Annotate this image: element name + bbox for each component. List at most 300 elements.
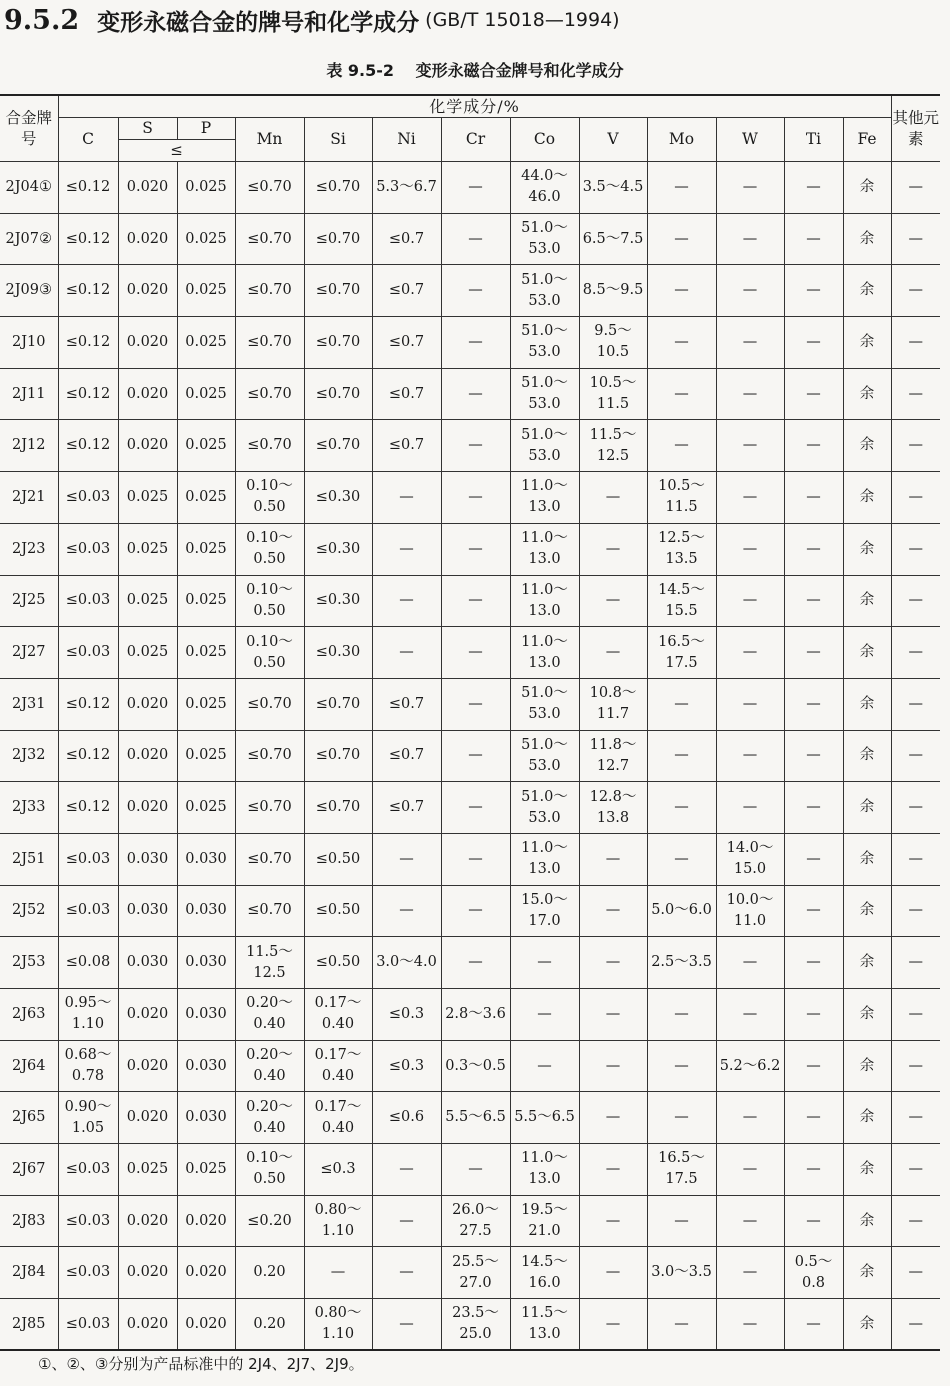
table-caption-number: 表 9.5-2 [326,61,395,80]
grade-cell: 2J51 [0,833,58,885]
value-cell: 16.5～17.5 [647,627,716,679]
value-cell: — [784,1040,843,1092]
value-cell: ≤0.03 [58,627,118,679]
value-cell: ≤0.12 [58,265,118,317]
header-element-c: C [58,118,118,162]
grade-cell: 2J67 [0,1144,58,1196]
value-cell: — [891,213,940,265]
value-cell: 0.020 [118,1040,177,1092]
value-cell: — [372,472,441,524]
grade-cell: 2J27 [0,627,58,679]
value-cell: ≤0.70 [304,213,372,265]
value-cell: 11.0～13.0 [510,523,579,575]
value-cell: ≤0.30 [304,627,372,679]
header-element-ti: Ti [784,118,843,162]
value-cell: — [716,782,784,834]
value-cell: 0.020 [118,730,177,782]
value-cell: 余 [843,1144,891,1196]
value-cell: 余 [843,523,891,575]
table-row [0,885,940,937]
value-cell: — [716,1144,784,1196]
value-cell: 11.0～13.0 [510,627,579,679]
table-row [0,937,940,989]
value-cell: ≤0.03 [58,1195,118,1247]
value-cell: 余 [843,1040,891,1092]
value-cell: — [784,885,843,937]
table-header [0,95,940,162]
value-cell: — [784,678,843,730]
value-cell: ≤0.7 [372,782,441,834]
value-cell: ≤0.70 [235,730,304,782]
value-cell: — [372,885,441,937]
value-cell: 0.020 [118,1092,177,1144]
value-cell: 0.025 [177,368,235,420]
value-cell: — [784,213,843,265]
value-cell: 11.0～13.0 [510,472,579,524]
value-cell: 0.025 [177,265,235,317]
section-number: 9.5.2 [4,4,80,36]
value-cell: — [647,162,716,214]
value-cell: 0.030 [118,885,177,937]
value-cell: — [784,575,843,627]
value-cell: ≤0.12 [58,730,118,782]
value-cell: ≤0.70 [235,420,304,472]
table-row [0,1040,940,1092]
value-cell: 0.025 [118,472,177,524]
grade-cell: 2J52 [0,885,58,937]
value-cell: 0.020 [118,368,177,420]
table-row [0,162,940,214]
value-cell: 0.10～0.50 [235,523,304,575]
value-cell: 0.020 [118,1299,177,1351]
value-cell: 余 [843,1299,891,1351]
value-cell: — [647,1092,716,1144]
value-cell: ≤0.70 [304,368,372,420]
value-cell: ≤0.7 [372,317,441,369]
value-cell: — [647,368,716,420]
value-cell: — [716,1092,784,1144]
value-cell: — [579,1092,647,1144]
value-cell: 0.020 [118,213,177,265]
value-cell: 2.8～3.6 [441,989,510,1041]
value-cell: — [441,213,510,265]
value-cell: ≤0.3 [372,1040,441,1092]
value-cell: — [579,575,647,627]
value-cell: ≤0.7 [372,678,441,730]
value-cell: — [891,1040,940,1092]
grade-cell: 2J10 [0,317,58,369]
value-cell: — [891,678,940,730]
value-cell: ≤0.70 [235,162,304,214]
header-element-p: P [177,118,235,140]
grade-cell: 2J21 [0,472,58,524]
header-other-elements: 其他元素 [891,95,940,162]
value-cell: — [716,937,784,989]
section-title: 变形永磁合金的牌号和化学成分 [97,9,420,36]
value-cell: 51.0～53.0 [510,317,579,369]
value-cell: ≤0.20 [235,1195,304,1247]
header-element-w: W [716,118,784,162]
value-cell: 0.025 [177,472,235,524]
value-cell: ≤0.03 [58,575,118,627]
value-cell: 10.5～11.5 [579,368,647,420]
value-cell: ≤0.12 [58,317,118,369]
table-caption [0,58,950,81]
value-cell: — [372,627,441,679]
value-cell: 0.10～0.50 [235,472,304,524]
value-cell: — [647,989,716,1041]
value-cell: — [891,1144,940,1196]
value-cell: — [784,368,843,420]
grade-cell: 2J11 [0,368,58,420]
value-cell: — [716,1299,784,1351]
value-cell: — [891,472,940,524]
value-cell: — [441,420,510,472]
value-cell: 0.90～1.05 [58,1092,118,1144]
value-cell: 余 [843,368,891,420]
header-element-si: Si [304,118,372,162]
value-cell: — [647,1040,716,1092]
value-cell: — [579,1195,647,1247]
value-cell: — [784,730,843,782]
value-cell: 0.20 [235,1247,304,1299]
value-cell: ≤0.12 [58,368,118,420]
table-row [0,213,940,265]
value-cell: — [891,937,940,989]
value-cell: 0.5～0.8 [784,1247,843,1299]
value-cell: 余 [843,575,891,627]
value-cell: 0.17～0.40 [304,1092,372,1144]
value-cell: ≤0.70 [235,782,304,834]
value-cell: — [784,1144,843,1196]
value-cell: 11.5～12.5 [235,937,304,989]
value-cell: — [372,523,441,575]
value-cell: 0.20～0.40 [235,989,304,1041]
value-cell: — [784,472,843,524]
header-element-mn: Mn [235,118,304,162]
value-cell: — [784,782,843,834]
value-cell: — [784,162,843,214]
value-cell: 0.025 [177,420,235,472]
value-cell: ≤0.12 [58,420,118,472]
value-cell: ≤0.70 [304,162,372,214]
value-cell: 余 [843,989,891,1041]
value-cell: 0.020 [118,162,177,214]
value-cell: 25.5～27.0 [441,1247,510,1299]
table-row [0,730,940,782]
value-cell: — [891,420,940,472]
value-cell: 余 [843,420,891,472]
value-cell: — [647,420,716,472]
value-cell: ≤0.12 [58,162,118,214]
value-cell: — [441,523,510,575]
table-row [0,627,940,679]
value-cell: 5.0～6.0 [647,885,716,937]
grade-cell: 2J32 [0,730,58,782]
value-cell: 余 [843,1195,891,1247]
value-cell: 2.5～3.5 [647,937,716,989]
value-cell: 11.5～13.0 [510,1299,579,1351]
value-cell: ≤0.70 [235,265,304,317]
value-cell: — [441,937,510,989]
value-cell: 0.025 [177,782,235,834]
value-cell: — [441,1144,510,1196]
value-cell: — [441,265,510,317]
value-cell: 余 [843,678,891,730]
value-cell: ≤0.12 [58,678,118,730]
value-cell: 0.030 [177,937,235,989]
value-cell: 0.020 [118,1195,177,1247]
value-cell: 14.5～16.0 [510,1247,579,1299]
value-cell: 0.020 [118,782,177,834]
value-cell: 余 [843,937,891,989]
table-row [0,782,940,834]
value-cell: — [891,1247,940,1299]
value-cell: 0.025 [177,1144,235,1196]
table-row [0,317,940,369]
value-cell: 余 [843,627,891,679]
table-row [0,1195,940,1247]
value-cell: — [891,523,940,575]
value-cell: — [304,1247,372,1299]
grade-cell: 2J63 [0,989,58,1041]
value-cell: 0.80～1.10 [304,1195,372,1247]
value-cell: — [510,937,579,989]
value-cell: 0.68～0.78 [58,1040,118,1092]
header-grade: 合金牌号 [0,95,58,162]
value-cell: — [716,162,784,214]
value-cell: ≤0.70 [235,368,304,420]
value-cell: ≤0.03 [58,523,118,575]
value-cell: — [579,937,647,989]
value-cell: 0.020 [177,1299,235,1351]
value-cell: — [784,265,843,317]
table-row [0,368,940,420]
value-cell: 0.10～0.50 [235,1144,304,1196]
value-cell: 0.025 [118,575,177,627]
value-cell: 余 [843,472,891,524]
table-row [0,833,940,885]
value-cell: ≤0.03 [58,1299,118,1351]
value-cell: 15.0～17.0 [510,885,579,937]
value-cell: 11.8～12.7 [579,730,647,782]
value-cell: 余 [843,265,891,317]
value-cell: ≤0.6 [372,1092,441,1144]
value-cell: 51.0～53.0 [510,782,579,834]
value-cell: 0.020 [177,1247,235,1299]
value-cell: — [579,523,647,575]
value-cell: ≤0.7 [372,420,441,472]
value-cell: ≤0.50 [304,885,372,937]
value-cell: — [891,162,940,214]
value-cell: 3.0～4.0 [372,937,441,989]
grade-cell: 2J07② [0,213,58,265]
value-cell: — [891,265,940,317]
value-cell: ≤0.70 [235,833,304,885]
table-row [0,523,940,575]
grade-cell: 2J85 [0,1299,58,1351]
value-cell: 0.025 [118,523,177,575]
value-cell: 0.025 [177,213,235,265]
value-cell: — [891,627,940,679]
value-cell: 44.0～46.0 [510,162,579,214]
value-cell: — [579,989,647,1041]
value-cell: — [891,1092,940,1144]
grade-cell: 2J53 [0,937,58,989]
table-row [0,265,940,317]
value-cell: ≤0.70 [235,885,304,937]
value-cell: 0.025 [177,678,235,730]
value-cell: — [784,1195,843,1247]
table-row [0,1247,940,1299]
grade-cell: 2J12 [0,420,58,472]
value-cell: 3.0～3.5 [647,1247,716,1299]
value-cell: — [441,162,510,214]
value-cell: ≤0.7 [372,730,441,782]
value-cell: 23.5～25.0 [441,1299,510,1351]
value-cell: 51.0～53.0 [510,420,579,472]
value-cell: — [441,317,510,369]
grade-cell: 2J64 [0,1040,58,1092]
table-row [0,678,940,730]
value-cell: 10.0～11.0 [716,885,784,937]
value-cell: ≤0.30 [304,523,372,575]
value-cell: — [716,368,784,420]
value-cell: — [441,472,510,524]
value-cell: ≤0.70 [235,213,304,265]
value-cell: — [647,213,716,265]
value-cell: ≤0.03 [58,1247,118,1299]
value-cell: 0.020 [118,1247,177,1299]
value-cell: 11.0～13.0 [510,1144,579,1196]
value-cell: 12.8～13.8 [579,782,647,834]
value-cell: ≤0.3 [304,1144,372,1196]
value-cell: 0.80～1.10 [304,1299,372,1351]
value-cell: 0.020 [118,989,177,1041]
value-cell: — [372,833,441,885]
value-cell: — [891,833,940,885]
grade-cell: 2J84 [0,1247,58,1299]
value-cell: — [891,368,940,420]
value-cell: — [579,1299,647,1351]
value-cell: 11.0～13.0 [510,575,579,627]
value-cell: 0.025 [177,523,235,575]
value-cell: ≤0.70 [304,317,372,369]
value-cell: — [891,782,940,834]
value-cell: 余 [843,213,891,265]
value-cell: ≤0.7 [372,368,441,420]
value-cell: — [647,730,716,782]
value-cell: — [372,1195,441,1247]
value-cell: 0.025 [177,575,235,627]
value-cell: 0.20～0.40 [235,1040,304,1092]
value-cell: — [716,989,784,1041]
table-body [0,162,940,1351]
value-cell: ≤0.08 [58,937,118,989]
value-cell: — [579,472,647,524]
value-cell: — [784,989,843,1041]
value-cell: ≤0.50 [304,937,372,989]
header-element-fe: Fe [843,118,891,162]
value-cell: — [647,1195,716,1247]
value-cell: 0.030 [177,1040,235,1092]
value-cell: 0.025 [177,162,235,214]
value-cell: — [891,989,940,1041]
value-cell: 0.95～1.10 [58,989,118,1041]
value-cell: 0.025 [177,317,235,369]
value-cell: — [441,782,510,834]
header-element-co: Co [510,118,579,162]
value-cell: 0.030 [118,937,177,989]
value-cell: — [784,1092,843,1144]
value-cell: ≤0.03 [58,472,118,524]
value-cell: — [891,885,940,937]
value-cell: 5.5～6.5 [510,1092,579,1144]
value-cell: — [716,575,784,627]
value-cell: — [647,678,716,730]
value-cell: — [372,1247,441,1299]
value-cell: — [716,523,784,575]
table-caption-title: 变形永磁合金牌号和化学成分 [415,61,624,80]
value-cell: — [891,575,940,627]
value-cell: 5.5～6.5 [441,1092,510,1144]
value-cell: — [647,265,716,317]
value-cell: 51.0～53.0 [510,213,579,265]
value-cell: 5.2～6.2 [716,1040,784,1092]
value-cell: 余 [843,1092,891,1144]
grade-cell: 2J83 [0,1195,58,1247]
value-cell: 0.020 [177,1195,235,1247]
value-cell: ≤0.03 [58,1144,118,1196]
value-cell: 0.17～0.40 [304,989,372,1041]
value-cell: — [784,420,843,472]
value-cell: ≤0.50 [304,833,372,885]
value-cell: — [441,575,510,627]
value-cell: 0.10～0.50 [235,627,304,679]
value-cell: 0.3～0.5 [441,1040,510,1092]
value-cell: 0.020 [118,678,177,730]
value-cell: 0.025 [177,730,235,782]
value-cell: — [784,627,843,679]
value-cell: — [784,523,843,575]
value-cell: — [372,1299,441,1351]
value-cell: ≤0.03 [58,885,118,937]
value-cell: 0.030 [177,1092,235,1144]
value-cell: — [784,317,843,369]
value-cell: 10.5～11.5 [647,472,716,524]
value-cell: — [891,317,940,369]
value-cell: 0.10～0.50 [235,575,304,627]
table-row [0,472,940,524]
value-cell: — [647,317,716,369]
value-cell: 6.5～7.5 [579,213,647,265]
value-cell: — [647,833,716,885]
value-cell: — [579,1247,647,1299]
value-cell: ≤0.70 [304,265,372,317]
value-cell: ≤0.70 [304,420,372,472]
value-cell: 14.0～15.0 [716,833,784,885]
value-cell: 9.5～10.5 [579,317,647,369]
value-cell: 0.030 [177,989,235,1041]
value-cell: ≤0.70 [304,678,372,730]
value-cell: — [441,368,510,420]
header-sp-max-sign: ≤ [118,140,235,162]
value-cell: 0.17～0.40 [304,1040,372,1092]
header-element-s: S [118,118,177,140]
value-cell: — [716,627,784,679]
value-cell: — [579,833,647,885]
value-cell: ≤0.12 [58,213,118,265]
